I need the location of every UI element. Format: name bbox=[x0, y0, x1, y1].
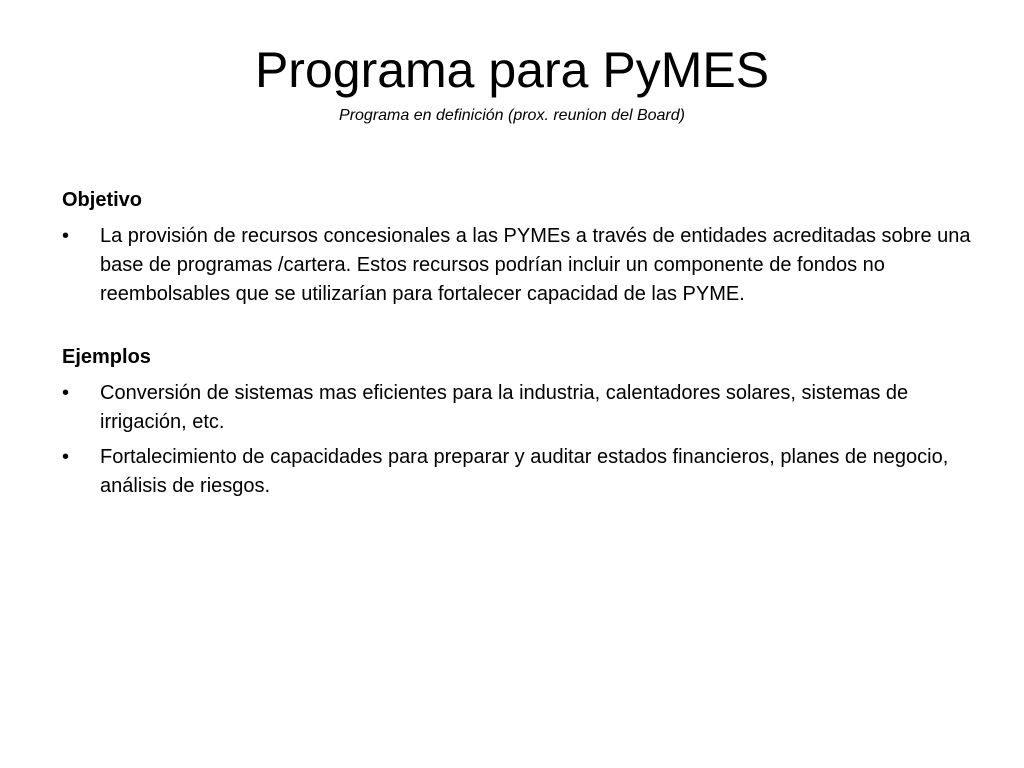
section-heading-ejemplos: Ejemplos bbox=[62, 346, 151, 368]
bullet-text: La provisión de recursos concesionales a las PYMEs a través de entidades acreditadas sobre una base de programas /cartera. Estos recursos podrían incluir un componente de fondos no reembolsables que se utilizarían para fortalecer capacidad de las PYME. bbox=[100, 225, 971, 305]
slide-title: Programa para PyMES bbox=[254, 42, 770, 98]
bullet-marker: • bbox=[62, 382, 70, 404]
slide-subtitle: Programa en definición (prox. reunion del Board) bbox=[339, 107, 685, 124]
bullet-item bbox=[62, 443, 972, 501]
bullet-item bbox=[62, 379, 972, 437]
bullet-marker: • bbox=[62, 446, 70, 468]
title-block bbox=[60, 38, 964, 126]
bullet-text: Conversión de sistemas mas eficientes para la industria, calentadores solares, sistemas de irrigación, etc. bbox=[100, 382, 909, 433]
bullet-item bbox=[62, 222, 972, 309]
slide-content bbox=[62, 186, 972, 507]
section-spacer bbox=[62, 315, 972, 343]
bullet-text: Fortalecimiento de capacidades para preparar y auditar estados financieros, planes de negocio, análisis de riesgos. bbox=[100, 446, 949, 497]
bullet-marker: • bbox=[62, 225, 70, 247]
section-heading-objetivo: Objetivo bbox=[62, 189, 143, 211]
